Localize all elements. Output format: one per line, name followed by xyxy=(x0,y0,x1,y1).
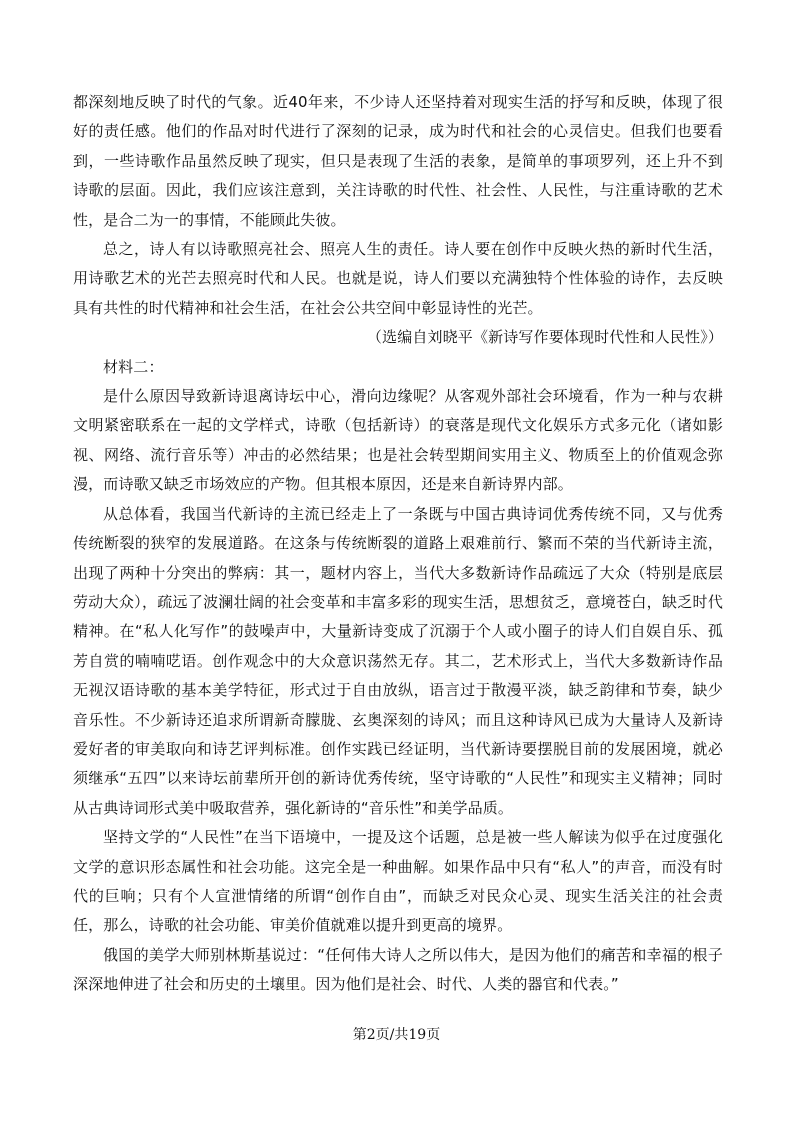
paragraph-belinsky-quote: 俄国的美学大师别林斯基说过：“任何伟大诗人之所以伟大，是因为他们的痛苦和幸福的根子深深地伸进了社会和历史的土壤里。因为他们是社会、时代、人类的器官和代表。” xyxy=(73,945,723,994)
page-number: 第2页/共19页 xyxy=(352,1027,441,1043)
paragraph-overview: 从总体看，我国当代新诗的主流已经走上了一条既与中国古典诗词优秀传统不同，又与优秀传统断裂的狭窄的发展道路。在这条与传统断裂的道路上艰难前行、繁而不荣的当代新诗主流，出现了两种十分突出的弊病：其一，题材内容上，当代大多数新诗作品疏远了大众（特别是底层劳动大众），疏远了波澜壮阔的社会变革和丰富多彩的现实生活，思想贫乏，意境苍白，缺乏时代精神。在“私人化写作”的鼓噪声中，大量新诗变成了沉溺于个人或小圈子的诗人们自娱自乐、孤芳自赏的喃喃呓语。创作观念中的大众意识荡然无存。其二，艺术形式上，当代大多数新诗作品无视汉语诗歌的基本美学特征，形式过于自由放纵，语言过于散漫平淡，缺乏韵律和节奏，缺少音乐性。不少新诗还追求所谓新奇朦胧、玄奥深刻的诗风；而且这种诗风已成为大量诗人及新诗爱好者的审美取向和诗艺评判标准。创作实践已经证明，当代新诗要摆脱目前的发展困境，就必须继承“五四”以来诗坛前辈所开创的新诗优秀传统，坚守诗歌的“人民性”和现实主义精神；同时从古典诗词形式美中吸取营养，强化新诗的“音乐性”和美学品质。 xyxy=(73,504,723,817)
paragraph-material-two-intro: 是什么原因导致新诗退离诗坛中心，滑向边缘呢？从客观外部社会环境看，作为一种与农耕文明紧密联系在一起的文学样式，诗歌（包括新诗）的衰落是现代文化娱乐方式多元化（诸如影视、网络、流行音乐等）冲击的必然结果；也是社会转型期间实用主义、物质至上的价值观念弥漫，而诗歌又缺乏市场效应的产物。但其根本原因，还是来自新诗界内部。 xyxy=(73,387,723,494)
material-label: 材料二： xyxy=(103,357,164,376)
document-body xyxy=(73,88,723,1000)
paragraph-conclusion: 总之，诗人有以诗歌照亮社会、照亮人生的责任。诗人要在创作中反映火热的新时代生活，用诗歌艺术的光芒去照亮时代和人民。也就是说，诗人们要以充满独特个性体验的诗作，去反映具有共性的时代精神和社会生活，在社会公共空间中彰显诗性的光芒。 xyxy=(73,240,723,317)
source-citation: （选编自刘晓平《新诗写作要体现时代性和人民性》） xyxy=(366,328,723,347)
paragraph-continued: 都深刻地反映了时代的气象。近40年来，不少诗人还坚持着对现实生活的抒写和反映，体现了很好的责任感。他们的作品对时代进行了深刻的记录，成为时代和社会的心灵信史。但我们也要看到，一些诗歌作品虽然反映了现实，但只是表现了生活的表象，是简单的事项罗列，还上升不到诗歌的层面。因此，我们应该注意到，关注诗歌的时代性、社会性、人民性，与注重诗歌的艺术性，是合二为一的事情，不能顾此失彼。 xyxy=(73,93,723,229)
paragraph-peoples-nature: 坚持文学的“人民性”在当下语境中，一提及这个话题，总是被一些人解读为似乎在过度强化文学的意识形态属性和社会功能。这完全是一种曲解。如果作品中只有“私人”的声音，而没有时代的巨响；只有个人宣泄情绪的所谓“创作自由”，而缺乏对民众心灵、现实生活关注的社会责任，那么，诗歌的社会功能、审美价值就难以提升到更高的境界。 xyxy=(73,828,723,935)
